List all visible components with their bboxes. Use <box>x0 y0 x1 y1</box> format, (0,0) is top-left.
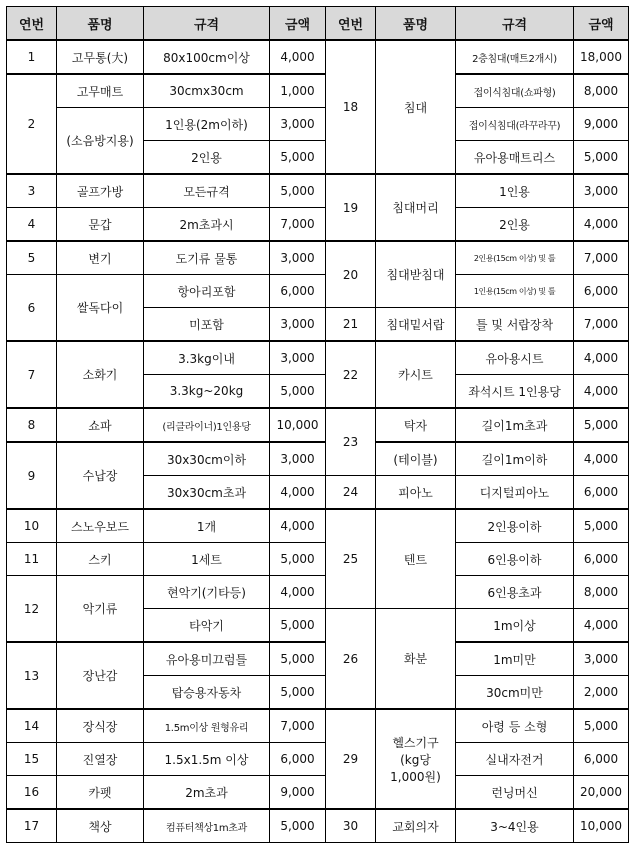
item-name: 장식장 <box>57 709 144 743</box>
item-amount: 8,000 <box>574 576 629 609</box>
item-name: 카시트 <box>376 341 456 408</box>
item-spec: 1.5m이상 원형유리 <box>144 709 270 743</box>
item-no: 30 <box>326 809 376 843</box>
item-spec: 모든규격 <box>144 174 270 208</box>
item-no: 6 <box>7 275 57 342</box>
item-amount: 7,000 <box>270 709 326 743</box>
item-amount: 9,000 <box>270 776 326 810</box>
item-name-block <box>376 709 456 809</box>
header-spec: 규격 <box>456 7 574 41</box>
item-amount: 8,000 <box>574 74 629 108</box>
item-amount: 6,000 <box>574 743 629 776</box>
item-spec: 1m미만 <box>456 642 574 676</box>
item-spec: 2m초과 <box>144 776 270 810</box>
item-amount: 6,000 <box>574 476 629 510</box>
item-name: 카펫 <box>57 776 144 810</box>
item-amount: 9,000 <box>574 108 629 141</box>
item-amount: 3,000 <box>574 174 629 208</box>
item-amount: 4,000 <box>270 476 326 510</box>
item-amount: 4,000 <box>270 576 326 609</box>
item-spec: 탑승용자동차 <box>144 676 270 710</box>
item-spec: 유아용시트 <box>456 341 574 375</box>
item-amount: 7,000 <box>574 308 629 342</box>
item-amount: 3,000 <box>574 642 629 676</box>
item-spec: 접이식침대(쇼파형) <box>456 74 574 108</box>
table-row <box>7 776 629 810</box>
item-spec: 도기류 물통 <box>144 241 270 275</box>
item-no: 2 <box>7 74 57 174</box>
item-amount: 5,000 <box>270 141 326 175</box>
item-amount: 18,000 <box>574 40 629 74</box>
item-no: 26 <box>326 609 376 710</box>
item-name: 침대밑서랍 <box>376 308 456 342</box>
item-amount: 5,000 <box>574 408 629 442</box>
item-name: 침대 <box>376 40 456 174</box>
item-spec: 틀 및 서랍장착 <box>456 308 574 342</box>
item-spec: 30cm미만 <box>456 676 574 710</box>
item-no: 10 <box>7 509 57 543</box>
item-no: 13 <box>7 642 57 709</box>
item-amount: 20,000 <box>574 776 629 810</box>
item-spec: 6인용이하 <box>456 543 574 576</box>
fee-table <box>6 6 629 843</box>
item-amount: 5,000 <box>270 174 326 208</box>
item-amount: 7,000 <box>574 241 629 275</box>
item-amount: 4,000 <box>270 509 326 543</box>
item-spec: 3.3kg이내 <box>144 341 270 375</box>
item-name: 교회의자 <box>376 809 456 843</box>
item-no: 20 <box>326 241 376 308</box>
table-row <box>7 576 629 609</box>
item-amount: 5,000 <box>270 375 326 409</box>
table-row <box>7 108 629 141</box>
item-amount: 3,000 <box>270 308 326 342</box>
item-spec: 3.3kg~20kg <box>144 375 270 409</box>
item-spec: (리클라이너)1인용당 <box>144 408 270 442</box>
item-amount: 4,000 <box>574 609 629 643</box>
item-no: 5 <box>7 241 57 275</box>
item-spec: 30x30cm초과 <box>144 476 270 510</box>
item-spec: 컴퓨터책상1m초과 <box>144 809 270 843</box>
table-row <box>7 408 629 442</box>
item-spec: 아령 등 소형 <box>456 709 574 743</box>
table-row <box>7 174 629 208</box>
item-name: 스키 <box>57 543 144 576</box>
item-spec: 2m초과시 <box>144 208 270 242</box>
item-no: 29 <box>326 709 376 809</box>
item-no: 25 <box>326 509 376 609</box>
item-spec: 디지털피아노 <box>456 476 574 510</box>
item-no: 8 <box>7 408 57 442</box>
item-spec: 1m이상 <box>456 609 574 643</box>
item-no: 11 <box>7 543 57 576</box>
table-row <box>7 809 629 843</box>
item-name: 쌀독다이 <box>57 275 144 342</box>
item-spec: 30x30cm이하 <box>144 442 270 476</box>
item-spec: 1인용 <box>456 174 574 208</box>
item-spec: 2인용이하 <box>456 509 574 543</box>
item-spec: 1.5x1.5m 이상 <box>144 743 270 776</box>
item-amount: 10,000 <box>270 408 326 442</box>
item-name: 수납장 <box>57 442 144 509</box>
item-spec: 2인용(15cm 이상) 및 틀 <box>456 241 574 275</box>
item-name-note: (테이블) <box>376 442 456 476</box>
item-spec: 길이1m이하 <box>456 442 574 476</box>
item-amount: 5,000 <box>574 141 629 175</box>
table-row <box>7 543 629 576</box>
item-name: 소화기 <box>57 341 144 408</box>
table-row <box>7 442 629 476</box>
item-spec: 3~4인용 <box>456 809 574 843</box>
table-row <box>7 743 629 776</box>
item-amount: 5,000 <box>574 509 629 543</box>
item-amount: 3,000 <box>270 442 326 476</box>
item-amount: 5,000 <box>270 543 326 576</box>
item-spec: 타악기 <box>144 609 270 643</box>
item-amount: 5,000 <box>574 709 629 743</box>
item-amount: 3,000 <box>270 341 326 375</box>
item-spec: 미포함 <box>144 308 270 342</box>
item-name: 헬스기구 <box>392 735 439 750</box>
item-spec: 6인용초과 <box>456 576 574 609</box>
item-no: 7 <box>7 341 57 408</box>
item-name: 골프가방 <box>57 174 144 208</box>
item-spec: 현악기(기타등) <box>144 576 270 609</box>
item-no: 16 <box>7 776 57 810</box>
item-amount: 6,000 <box>574 543 629 576</box>
table-row <box>7 275 629 308</box>
item-amount: 5,000 <box>270 609 326 643</box>
header-no: 연번 <box>7 7 57 41</box>
item-no: 15 <box>7 743 57 776</box>
item-name: 침대머리 <box>376 174 456 241</box>
item-amount: 4,000 <box>574 208 629 242</box>
item-spec: 1개 <box>144 509 270 543</box>
item-no: 4 <box>7 208 57 242</box>
item-name: 침대받침대 <box>376 241 456 308</box>
item-spec: 실내자전거 <box>456 743 574 776</box>
item-amount: 2,000 <box>574 676 629 710</box>
header-amount: 금액 <box>270 7 326 41</box>
item-name: 책상 <box>57 809 144 843</box>
table-row <box>7 241 629 275</box>
item-amount: 4,000 <box>574 375 629 409</box>
item-spec: 유아용미끄럼틀 <box>144 642 270 676</box>
item-name: 문갑 <box>57 208 144 242</box>
item-no: 12 <box>7 576 57 643</box>
item-spec: 2인용 <box>456 208 574 242</box>
item-spec: 1인용(15cm 이상) 및 틀 <box>456 275 574 308</box>
table-row <box>7 709 629 743</box>
item-amount: 3,000 <box>270 108 326 141</box>
item-amount: 6,000 <box>574 275 629 308</box>
item-no: 18 <box>326 40 376 174</box>
item-spec: 항아리포함 <box>144 275 270 308</box>
item-no: 22 <box>326 341 376 408</box>
item-amount: 5,000 <box>270 642 326 676</box>
item-amount: 5,000 <box>270 809 326 843</box>
item-spec: 런닝머신 <box>456 776 574 810</box>
header-name: 품명 <box>57 7 144 41</box>
item-amount: 1,000 <box>270 74 326 108</box>
item-amount: 3,000 <box>270 241 326 275</box>
item-spec: 길이1m초과 <box>456 408 574 442</box>
item-name: 악기류 <box>57 576 144 643</box>
table-row <box>7 642 629 676</box>
item-no: 1 <box>7 40 57 74</box>
item-amount: 6,000 <box>270 743 326 776</box>
item-amount: 4,000 <box>574 341 629 375</box>
item-name-note: (kg당 <box>400 752 431 767</box>
item-name: 스노우보드 <box>57 509 144 543</box>
item-spec: 1인용(2m이하) <box>144 108 270 141</box>
table-row <box>7 40 629 74</box>
item-spec: 좌석시트 1인용당 <box>456 375 574 409</box>
item-amount: 6,000 <box>270 275 326 308</box>
item-name: 화분 <box>376 609 456 710</box>
item-spec: 접이식침대(라꾸라꾸) <box>456 108 574 141</box>
item-name: 고무통(大) <box>57 40 144 74</box>
header-spec: 규격 <box>144 7 270 41</box>
item-name: 피아노 <box>376 476 456 510</box>
item-name: 탁자 <box>376 408 456 442</box>
item-amount: 4,000 <box>270 40 326 74</box>
item-spec: 80x100cm이상 <box>144 40 270 74</box>
header-no: 연번 <box>326 7 376 41</box>
item-spec: 2인용 <box>144 141 270 175</box>
item-name-note: 1,000원) <box>390 769 441 784</box>
table-row <box>7 208 629 242</box>
header-row <box>7 7 629 41</box>
item-spec: 1세트 <box>144 543 270 576</box>
item-no: 23 <box>326 408 376 476</box>
item-name: 텐트 <box>376 509 456 609</box>
header-amount: 금액 <box>574 7 629 41</box>
item-amount: 10,000 <box>574 809 629 843</box>
item-amount: 4,000 <box>574 442 629 476</box>
item-no: 14 <box>7 709 57 743</box>
item-no: 21 <box>326 308 376 342</box>
item-no: 9 <box>7 442 57 509</box>
item-spec: 유아용매트리스 <box>456 141 574 175</box>
item-name: 고무매트 <box>57 74 144 108</box>
table-row <box>7 341 629 375</box>
item-no: 24 <box>326 476 376 510</box>
item-amount: 7,000 <box>270 208 326 242</box>
item-name: 쇼파 <box>57 408 144 442</box>
table-row <box>7 509 629 543</box>
table-row <box>7 74 629 108</box>
item-no: 3 <box>7 174 57 208</box>
item-spec: 30cmx30cm <box>144 74 270 108</box>
item-name: 변기 <box>57 241 144 275</box>
item-no: 17 <box>7 809 57 843</box>
item-name-note: (소음방지용) <box>57 108 144 175</box>
header-name: 품명 <box>376 7 456 41</box>
item-name: 장난감 <box>57 642 144 709</box>
item-amount: 5,000 <box>270 676 326 710</box>
item-spec: 2층침대(매트2개시) <box>456 40 574 74</box>
item-name: 진열장 <box>57 743 144 776</box>
item-no: 19 <box>326 174 376 241</box>
